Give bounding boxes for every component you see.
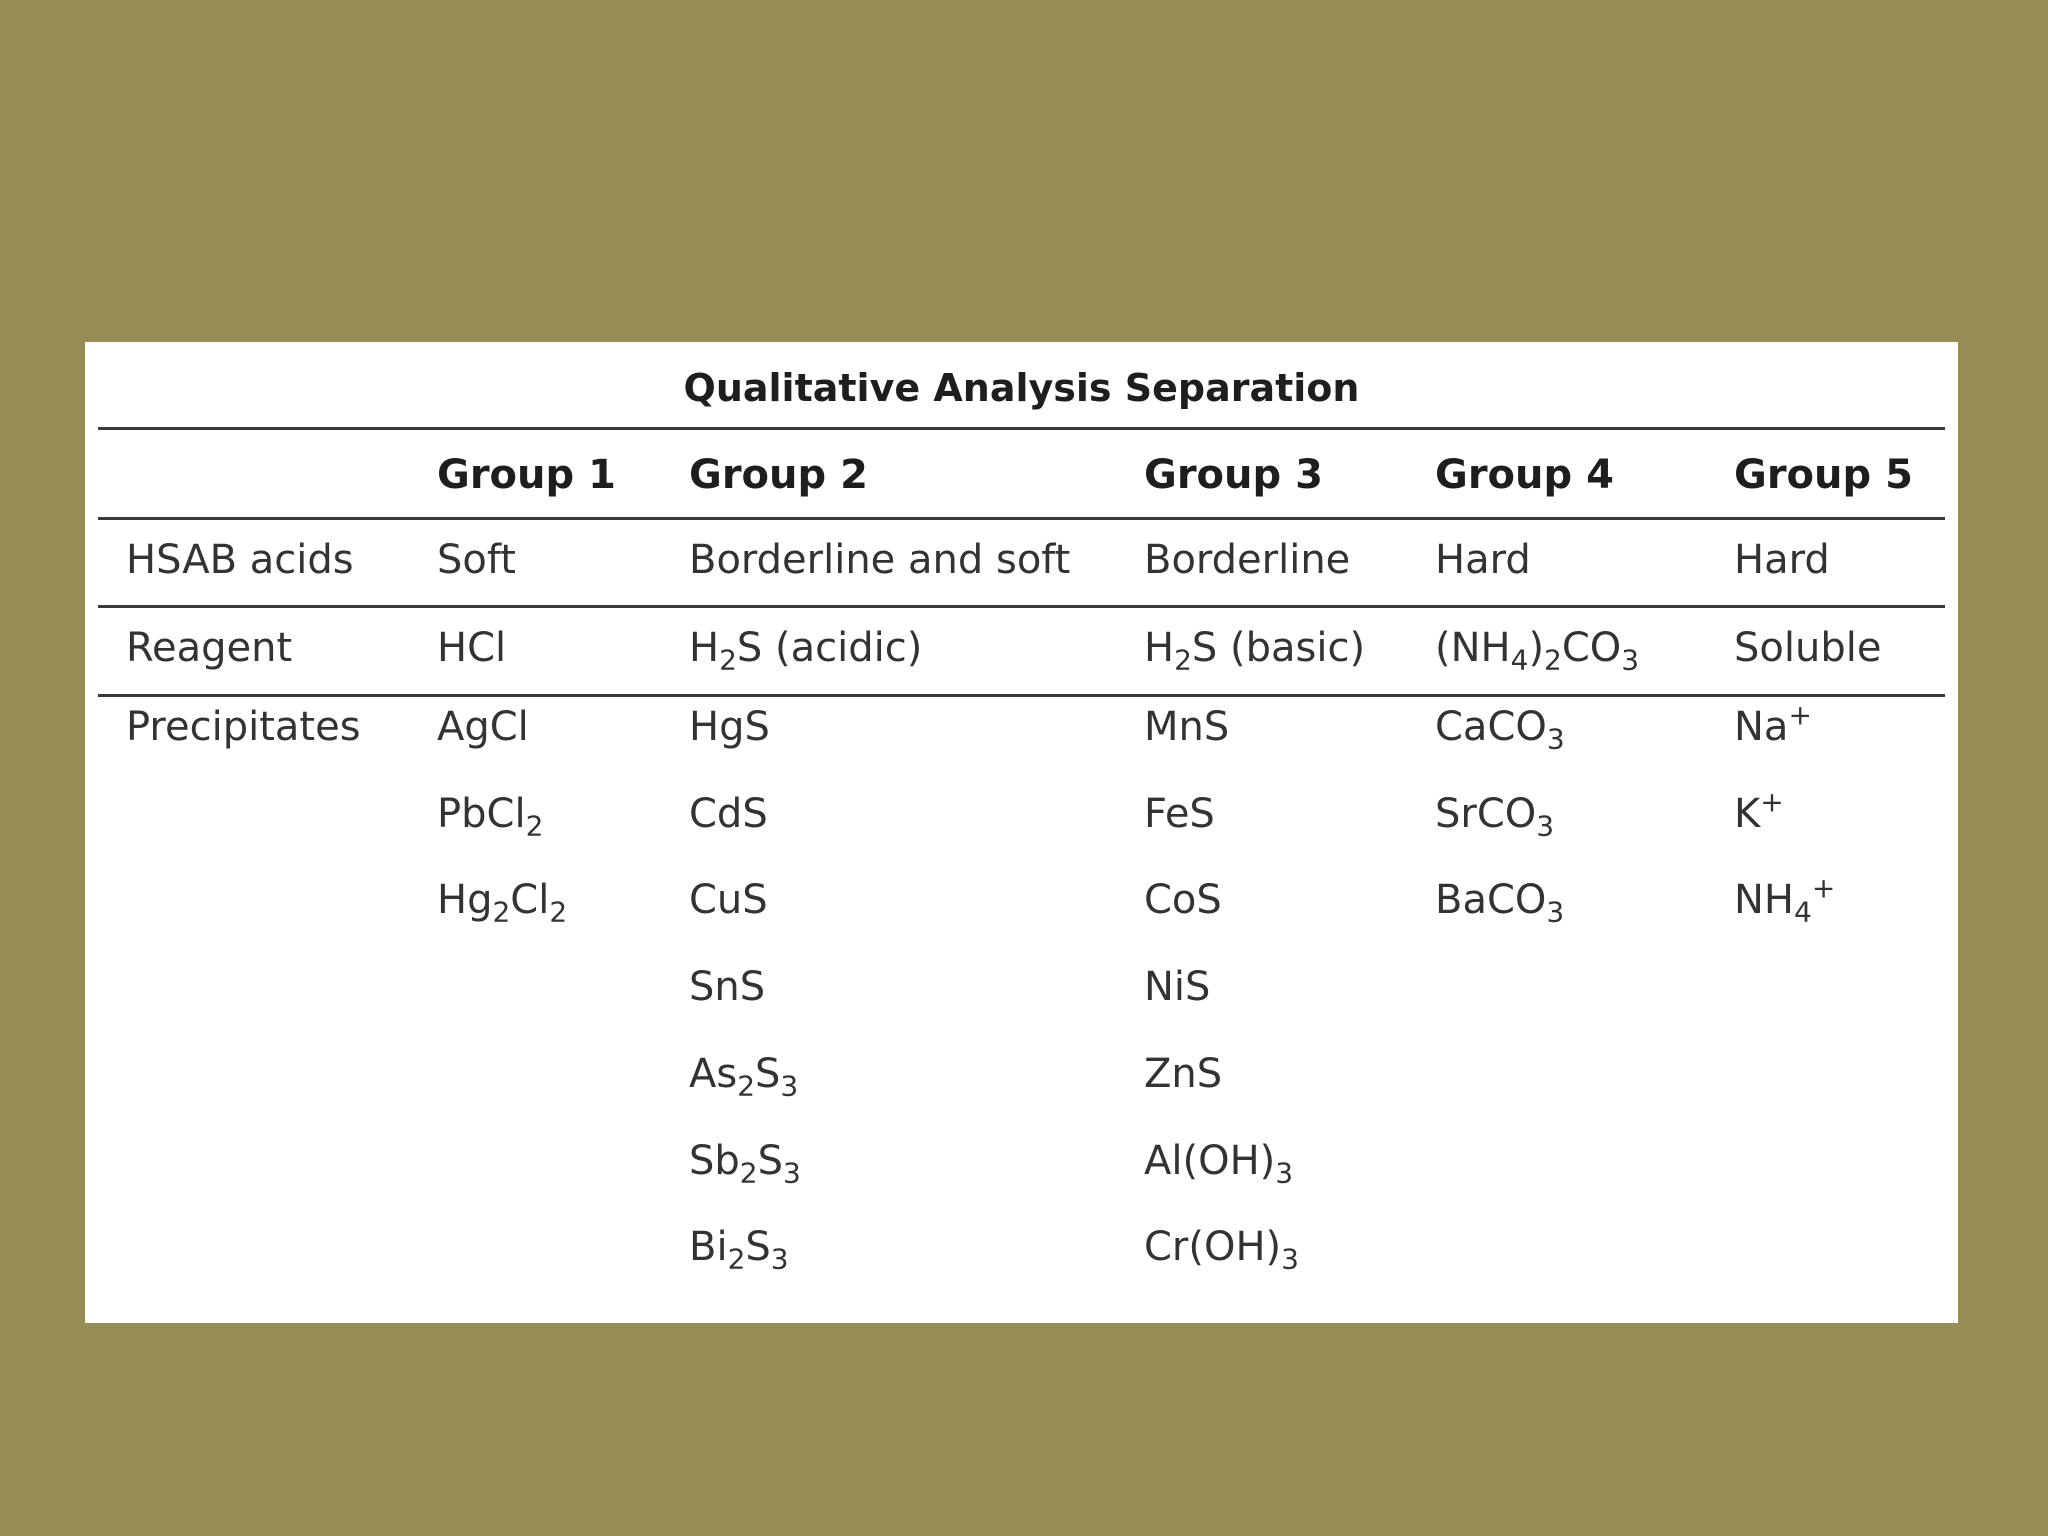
- column-header: Group 5: [1734, 452, 1913, 498]
- table-cell: $Al(OH)_3$: [1144, 1137, 1294, 1189]
- row-label: HSAB acids: [126, 537, 354, 583]
- column-header: Group 1: [437, 452, 616, 498]
- table-cell: $Hg_2Cl_2$: [437, 877, 568, 929]
- header-divider: [98, 517, 1945, 520]
- table-cell: $NH_4^+$: [1734, 872, 1836, 929]
- table-cell: AgCl: [437, 704, 529, 750]
- table-cell: Hard: [1734, 537, 1830, 583]
- table-cell: Soft: [437, 537, 516, 583]
- title-divider: [98, 427, 1945, 430]
- table-cell: CaCO$_3$: [1435, 704, 1565, 756]
- table-cell: ZnS: [1144, 1050, 1223, 1097]
- row-divider: [98, 605, 1945, 608]
- table-cell: HCl: [437, 625, 507, 671]
- table-cell: SnS: [689, 964, 766, 1011]
- table-panel: [85, 342, 1958, 1323]
- table-cell: CdS: [689, 790, 768, 837]
- table-cell: NiS: [1144, 964, 1211, 1011]
- table-cell: $H_2S$ (acidic): [689, 625, 923, 677]
- table-cell: HgS: [689, 704, 770, 750]
- table-cell: PbCl$_2$: [437, 790, 544, 843]
- table-cell: CoS: [1144, 877, 1222, 924]
- table-cell: K+: [1734, 785, 1784, 837]
- table-cell: FeS: [1144, 790, 1215, 837]
- table-cell: $Cr(OH)_3$: [1144, 1224, 1299, 1276]
- row-label: Reagent: [126, 625, 293, 671]
- table-cell: $H_2S$ (basic): [1144, 625, 1366, 677]
- table-cell: SrCO$_3$: [1435, 790, 1555, 843]
- column-header: Group 2: [689, 452, 868, 498]
- table-cell: BaCO$_3$: [1435, 877, 1565, 929]
- table-cell: MnS: [1144, 704, 1230, 750]
- row-label: Precipitates: [126, 704, 361, 750]
- table-cell: $Bi_2S_3$: [689, 1224, 789, 1276]
- column-header: Group 4: [1435, 452, 1614, 498]
- table-cell: Na+: [1734, 698, 1812, 750]
- table-cell: $As_2S_3$: [689, 1050, 799, 1103]
- table-cell: CuS: [689, 877, 768, 924]
- row-divider: [98, 694, 1945, 697]
- table-cell: Soluble: [1734, 625, 1882, 671]
- table-title: Qualitative Analysis Separation: [683, 366, 1360, 410]
- table-cell: $(NH_4)_2CO_3$: [1435, 625, 1640, 677]
- column-header: Group 3: [1144, 452, 1323, 498]
- table-cell: Hard: [1435, 537, 1531, 583]
- table-cell: $Sb_2S_3$: [689, 1137, 801, 1189]
- table-cell: Borderline: [1144, 537, 1351, 583]
- table-cell: Borderline and soft: [689, 537, 1071, 583]
